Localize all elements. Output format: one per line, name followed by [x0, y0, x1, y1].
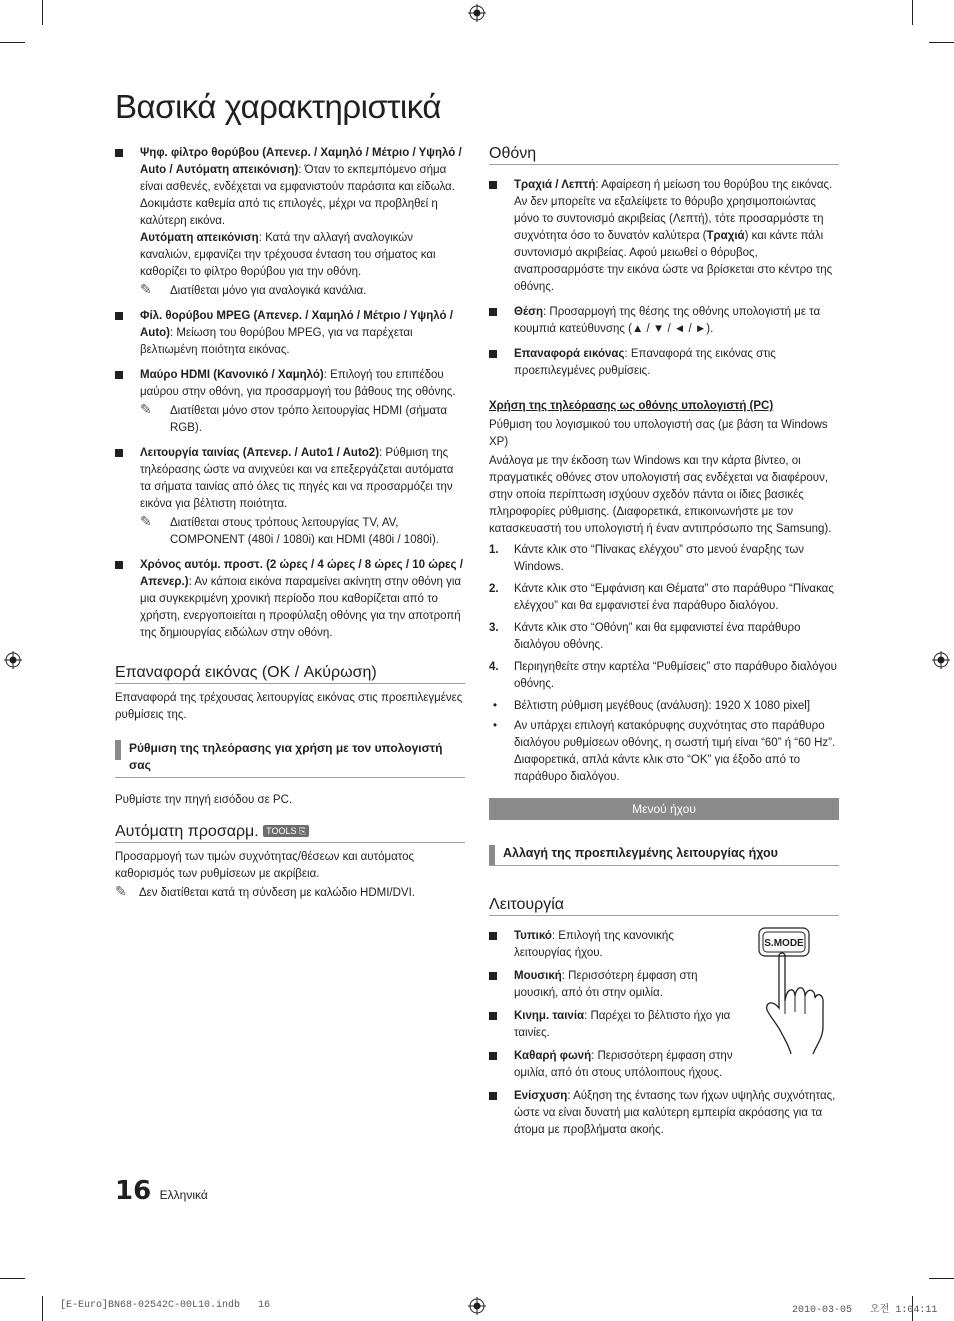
right-column	[489, 145, 839, 1145]
note-text: Διατίθεται στους τρόπους λειτουργίας TV, AV, COMPONENT (480i / 1080i) και HDMI (480i / 1080i).	[170, 517, 439, 546]
heading-text: Αυτόματη προσαρμ.	[115, 823, 259, 840]
remote-hand-illustration	[757, 926, 839, 1056]
list-item: Καθαρή φωνή: Περισσότερη έμφαση στην ομιλία, από ότι στους υπόλοιπους ήχους.	[489, 1048, 734, 1082]
list-item: Ενίσχυση: Αύξηση της έντασης των ήχων υψηλής συχνότητας, ώστε να είναι δυνατή μια καλύτερη εμπειρία ακρόασης για τα άτομα με προβλήματα ακοής.	[489, 1088, 839, 1139]
list-item	[115, 145, 465, 300]
heading-bar	[115, 740, 121, 760]
heading-bar	[489, 845, 495, 865]
page-language: Ελληνικά	[159, 1188, 208, 1202]
list-item: 2. Κάντε κλικ στο “Εμφάνιση και Θέματα” στο παράθυρο “Πίνακας ελέγχου” και θα εμφανιστεί ένα παράθυρο διαλόγου.	[489, 583, 834, 612]
item-title: Φίλ. θορύβου MPEG (Απενερ. / Χαμηλό / Μέτριο / Υψηλό / Auto)	[140, 310, 453, 339]
section-heading-screen: Οθόνη	[489, 145, 839, 165]
square-bullet-icon	[115, 312, 123, 320]
page-number-value: 16	[115, 1176, 152, 1206]
list-item: Τραχιά / Λεπτή: Αφαίρεση ή μείωση του θορύβου της εικόνας. Αν δεν μπορείτε να εξαλείψετε το θόρυβο χρησιμοποιώντας μόνο το συντονισμό ακριβείας (Λεπτή), τότε προσαρμόστε τη συχνότητα όσο το δυνατόν καλύτερα (Τραχιά) και κάντε πάλι συντονισμό ακριβείας. Αφού μειωθεί ο θόρυβος, αναπροσαρμόστε την εικόνα ώστε να βρίσκεται στο κέντρο της οθόνης.	[489, 177, 839, 296]
list-item	[115, 367, 465, 437]
footer-file: [E-Euro]BN68-02542C-00L10.indb 16	[60, 1300, 271, 1311]
square-bullet-icon	[489, 972, 497, 980]
square-bullet-icon	[489, 932, 497, 940]
item-title: Αυτόματη απεικόνιση	[140, 232, 259, 244]
registration-mark-icon	[468, 1297, 486, 1315]
registration-mark-icon	[4, 651, 22, 669]
crop-mark	[0, 42, 25, 43]
list-item	[115, 445, 465, 549]
heading-text: Ρύθμιση της τηλεόρασης για χρήση με τον υπολογιστή σας	[129, 741, 443, 772]
list-item: 3. Κάντε κλικ στο “Οθόνη” και θα εμφανιστεί ένα παράθυρο διαλόγου οθόνης.	[489, 622, 801, 651]
page-number	[115, 1176, 208, 1206]
item-text: : Μείωση του θορύβου MPEG, για να παρέχεται βελτιωμένη ποιότητα εικόνας.	[140, 327, 413, 356]
pc-use-heading: Χρήση της τηλεόρασης ως οθόνης υπολογιστή (PC)	[489, 400, 774, 412]
list-item: Τυπικό: Επιλογή της κανονικής λειτουργίας ήχου.	[489, 928, 734, 962]
crop-mark	[929, 42, 954, 43]
section-text: Ανάλογα με την έκδοση των Windows και την κάρτα βίντεο, οι πραγματικές οθόνες στον υπολογιστή σας ενδέχεται να διαφέρουν, στην οποία περίπτωση ισχύουν σχεδόν πάντα οι ίδιες βασικές πληροφορίες ρύθμισης. (Διαφορετικά, επικοινωνήστε με τον κατασκευαστή του υπολογιστή ή έναν αντιπρόσωπο της Samsung).	[489, 455, 832, 535]
item-title: Λειτουργία ταινίας (Απενερ. / Auto1 / Auto2)	[140, 447, 380, 459]
crop-mark	[42, 1296, 43, 1321]
mode-list	[489, 928, 839, 1139]
list-item: 4. Περιηγηθείτε στην καρτέλα “Ρυθμίσεις” στο παράθυρο διαλόγου οθόνης.	[489, 661, 837, 690]
section-heading-mode: Λειτουργία	[489, 896, 839, 916]
square-bullet-icon	[489, 1052, 497, 1060]
crop-mark	[929, 1278, 954, 1279]
square-bullet-icon	[115, 149, 123, 157]
square-bullet-icon	[489, 308, 497, 316]
registration-mark-icon	[468, 4, 486, 22]
list-item: Κινημ. ταινία: Παρέχει το βέλτιστο ήχο για ταινίες.	[489, 1008, 734, 1042]
square-bullet-icon	[489, 1092, 497, 1100]
list-item: Επαναφορά εικόνας: Επαναφορά της εικόνας στις προεπιλεγμένες ρυθμίσεις.	[489, 346, 839, 380]
square-bullet-icon	[489, 350, 497, 358]
square-bullet-icon	[115, 449, 123, 457]
item-title: Ψηφ. φίλτρο θορύβου (Απενερ. / Χαμηλό / Μέτριο / Υψηλό / Auto / Αυτόματη απεικόνιση)	[140, 147, 462, 176]
list-item: • Βέλτιστη ρύθμιση μεγέθους (ανάλυση): 1920 X 1080 pixel]	[493, 700, 811, 712]
note-text: Διατίθεται μόνο στον τρόπο λειτουργίας HDMI (σήματα RGB).	[170, 405, 448, 434]
section-text: Επαναφορά της τρέχουσας λειτουργίας εικόνας στις προεπιλεγμένες ρυθμίσεις της.	[115, 692, 463, 721]
list-item: • Αν υπάρχει επιλογή κατακόρυφης συχνότητας στο παράθυρο διαλόγου ρυθμίσεων οθόνης, η σωστή τιμή είναι “60” ή “60 Hz”. Διαφορετικά, απλά κάντε κλικ στο “OK” για έξοδο από το παράθυρο διαλόγου.	[493, 720, 836, 783]
note	[140, 283, 465, 300]
square-bullet-icon	[489, 1012, 497, 1020]
note-pen-icon: ✎	[115, 883, 127, 899]
note	[115, 885, 465, 902]
square-bullet-icon	[115, 371, 123, 379]
section-text: Ρυθμίστε την πηγή εισόδου σε PC.	[115, 794, 293, 806]
crop-mark	[42, 0, 43, 25]
steps-list	[489, 542, 839, 693]
section-heading-reset: Επαναφορά εικόνας (OK / Ακύρωση)	[115, 664, 465, 684]
smode-button-label: S.MODE	[764, 938, 804, 949]
crop-mark	[912, 0, 913, 25]
page-title: Βασικά χαρακτηριστικά	[115, 88, 441, 125]
subsection-heading-sound	[489, 845, 839, 866]
item-title: Μαύρο HDMI (Κανονικό / Χαμηλό)	[140, 369, 324, 381]
list-item: Μουσική: Περισσότερη έμφαση στη μουσική, από ότι στην ομιλία.	[489, 968, 734, 1002]
note-text: Διατίθεται μόνο για αναλογικά κανάλια.	[170, 285, 367, 297]
item-title: Χρόνος αυτόμ. προστ. (2 ώρες / 4 ώρες / 8 ώρες / 10 ώρες / Απενερ.)	[140, 559, 463, 588]
note-text: Δεν διατίθεται κατά τη σύνδεση με καλώδιο HDMI/DVI.	[139, 887, 415, 899]
square-bullet-icon	[489, 181, 497, 189]
section-heading-auto-adjust	[115, 823, 465, 843]
note	[140, 515, 465, 549]
note	[140, 403, 465, 437]
sound-menu-bar: Μενού ήχου	[489, 798, 839, 820]
item-text: : Επιλογή του επιπέδου μαύρου στην οθόνη, για προσαρμογή του βάθους της οθόνης.	[140, 369, 456, 398]
square-bullet-icon	[115, 561, 123, 569]
item-text: : Κατά την αλλαγή αναλογικών καναλιών, εμφανίζει την τρέχουσα ένταση του σήματος και καθορίζει το φίλτρο θορύβου για την οθόνη.	[140, 232, 436, 278]
section-text: Ρύθμιση του λογισμικού του υπολογιστή σας (με βάση τα Windows XP)	[489, 419, 828, 448]
note-pen-icon: ✎	[140, 513, 152, 529]
subsection-heading-pc	[115, 740, 465, 778]
registration-mark-icon	[932, 651, 950, 669]
list-item: 1. Κάντε κλικ στο “Πίνακας ελέγχου” στο μενού έναρξης των Windows.	[489, 544, 805, 573]
dot-list	[489, 698, 839, 786]
item-text: : Αν κάποια εικόνα παραμείνει ακίνητη στην οθόνη για μια συγκεκριμένη χρονική περίοδο που καθορίζεται από το χρήστη, ενεργοποιείται η προφύλαξη οθόνης για την αποτροπή της δημιουργίας ειδώλων στην οθόνη.	[140, 576, 462, 639]
tools-badge: TOOLS ⎘	[263, 825, 309, 837]
section-text: Προσαρμογή των τιμών συχνότητας/θέσεων και αυτόματος καθορισμός των ρυθμίσεων με ακρίβεια.	[115, 851, 415, 880]
note-pen-icon: ✎	[140, 401, 152, 417]
list-item	[115, 308, 465, 359]
list-item	[115, 557, 465, 642]
item-text: : Όταν το εκπεμπόμενο σήμα είναι ασθενές, ενδέχεται να εμφανιστούν παράσιτα και είδωλα. Δοκιμάστε καθεμία από τις επιλογές, μέχρι να προβληθεί η καλύτερη εικόνα.	[140, 164, 455, 227]
list-item: Θέση: Προσαρμογή της θέσης της οθόνης υπολογιστή με τα κουμπιά κατεύθυνσης (▲ / ▼ / ◄ / ►).	[489, 304, 839, 338]
note-pen-icon: ✎	[140, 281, 152, 297]
left-column	[115, 145, 465, 902]
footer-timestamp: 2010-03-05 오전 1:04:11	[792, 1305, 938, 1316]
crop-mark	[0, 1278, 25, 1279]
item-text: : Ρύθμιση της τηλεόρασης ώστε να ανιχνεύει και να επεξεργάζεται αυτόματα τα σήματα ταινίας από όλες τις πηγές και να προσαρμόζει την εικόνα για βέλτιστη ποιότητα.	[140, 447, 454, 510]
heading-text: Αλλαγή της προεπιλεγμένης λειτουργίας ήχου	[503, 846, 778, 860]
